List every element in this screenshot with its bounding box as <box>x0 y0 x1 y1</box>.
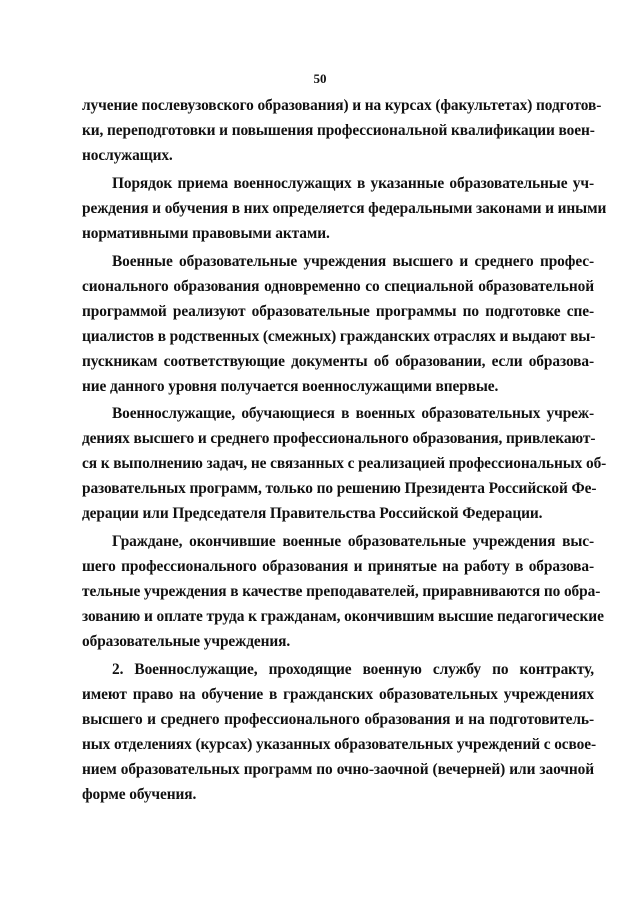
text-line: дениях высшего и среднего профессионального образования, привлекают- <box>82 430 596 447</box>
text-line: нормативными правовыми актами. <box>82 225 330 242</box>
text-line: реждения и обучения в них определяется федеральными законами и иными <box>82 200 607 217</box>
text-line: ся к выполнению задач, не связанных с реализацией профессиональных об- <box>82 455 607 472</box>
text-line: ние данного уровня получается военнослужащими впервые. <box>82 378 499 395</box>
text-line: Граждане, окончившие военные образовательные учреждения выс- <box>112 533 594 550</box>
text-line: нослужащих. <box>82 147 173 164</box>
text-line: Порядок приема военнослужащих в указанные образовательные уч- <box>112 175 594 192</box>
text-line: зованию и оплате труда к гражданам, окончившим высшие педагогические <box>82 608 604 625</box>
text-line: ных отделениях (курсах) указанных образовательных учреждений с освое- <box>82 736 596 753</box>
text-line: программой реализуют образовательные программы по подготовке спе- <box>82 303 594 320</box>
text-line: ки, переподготовки и повышения профессиональной квалификации воен- <box>82 122 595 139</box>
text-line: образовательные учреждения. <box>82 633 291 650</box>
text-line: пускникам соответствующие документы об образовании, если образова- <box>82 353 594 370</box>
text-line: разовательных программ, только по решению Президента Российской Фе- <box>82 480 597 497</box>
text-line: форме обучения. <box>82 786 197 803</box>
text-line: лучение послевузовского образования) и на курсах (факультетах) подготов- <box>82 97 602 114</box>
text-line: Военнослужащие, обучающиеся в военных образовательных учреж- <box>112 405 594 422</box>
page-number: 50 <box>313 71 327 86</box>
text-line: тельные учреждения в качестве преподавателей, приравниваются по обра- <box>82 583 601 600</box>
text-line: высшего и среднего профессионального образования и на подготовитель- <box>82 711 594 728</box>
text-line: 2. Военнослужащие, проходящие военную службу по контракту, <box>112 661 594 678</box>
text-line: нием образовательных программ по очно-заочной (вечерней) или заочной <box>82 761 594 778</box>
text-line: шего профессионального образования и принятые на работу в образова- <box>82 558 594 575</box>
text-line: имеют право на обучение в гражданских образовательных учреждениях <box>82 686 594 703</box>
text-line: дерации или Председателя Правительства Российской Федерации. <box>82 505 543 522</box>
text-line: Военные образовательные учреждения высшего и среднего профес- <box>112 253 594 270</box>
text-line: циалистов в родственных (смежных) гражданских отраслях и выдают вы- <box>82 328 596 345</box>
text-line: сионального образования одновременно со специальной образовательной <box>82 278 594 295</box>
